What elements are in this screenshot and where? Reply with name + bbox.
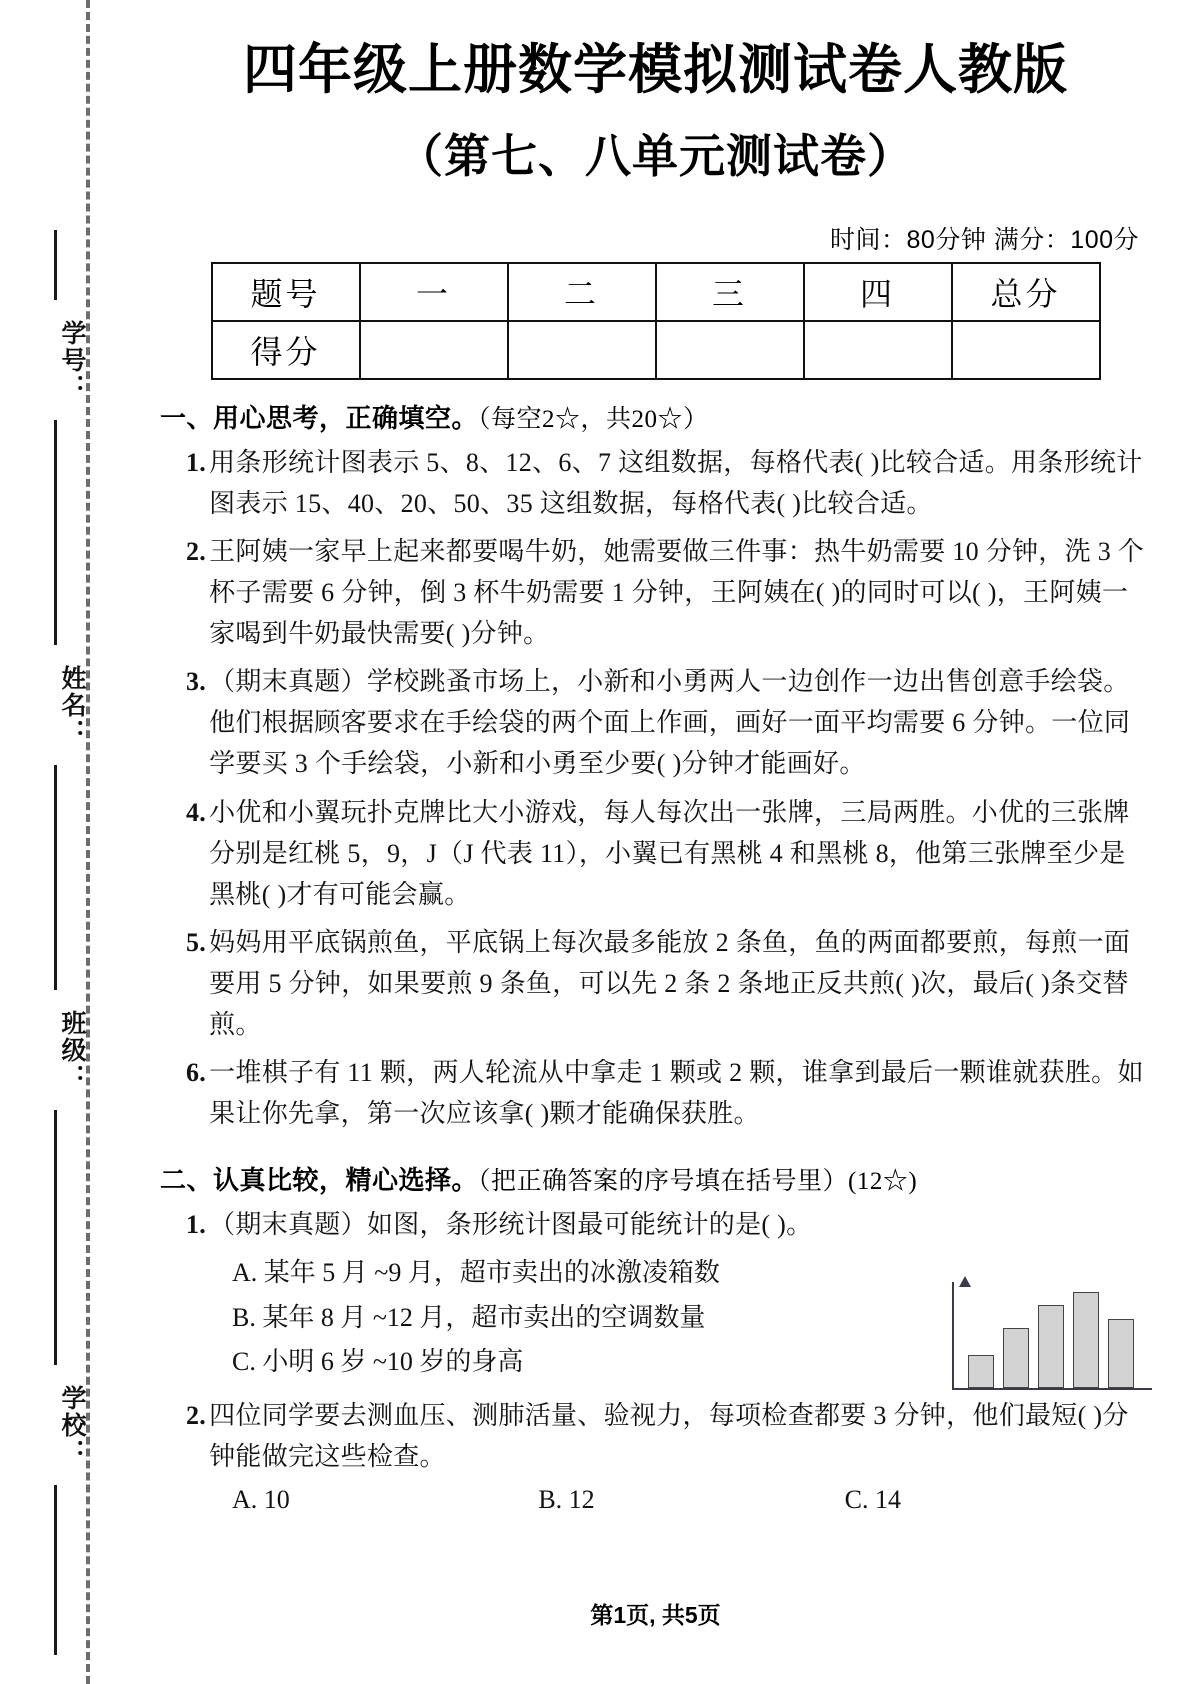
seal-label-school: 学校：: [58, 1384, 86, 1466]
question-number: 2.: [186, 1400, 207, 1430]
score-table-col-4: 总分: [952, 263, 1100, 321]
score-table-col-1: 二: [508, 263, 656, 321]
question-text: 用条形统计图表示 5、8、12、6、7 这组数据，每格代表( )比较合适。用条形统计图表示 15、40、20、50、35 这组数据，每格代表( )比较合适。: [209, 447, 1143, 518]
seal-rule-2: [54, 420, 57, 645]
page-title: 四年级上册数学模拟测试卷人教版: [243, 40, 1068, 100]
option-2-2-c[interactable]: C. 14: [844, 1485, 901, 1515]
question-number: 5.: [186, 927, 207, 957]
chart-bar-2: [1038, 1305, 1064, 1388]
question-number: 3.: [186, 667, 207, 697]
seal-label-student-id: 学号：: [58, 319, 86, 401]
seal-label-name: 姓名：: [58, 664, 86, 746]
score-cell-1[interactable]: [508, 321, 656, 379]
score-table-col-3: 四: [804, 263, 952, 321]
option-2-1-b[interactable]: B. 某年 8 月 ~12 月，超市卖出的空调数量: [232, 1302, 706, 1332]
question-1-2: [186, 531, 1151, 654]
option-2-1-c[interactable]: C. 小明 6 岁 ~10 岁的身高: [232, 1347, 524, 1377]
option-2-2-a[interactable]: A. 10: [232, 1485, 290, 1515]
score-cell-0[interactable]: [360, 321, 508, 379]
question-1-6: [186, 1052, 1151, 1134]
exam-meta: 时间：80分钟 满分：100分: [830, 225, 1139, 254]
table-row-scores: [212, 321, 1100, 379]
question-number: 1.: [186, 1210, 207, 1240]
chart-y-axis: [952, 1282, 954, 1390]
section-heading-2-text: 二、认真比较，精心选择。: [160, 1165, 479, 1196]
score-table: [211, 262, 1101, 380]
seal-rule-1: [54, 230, 57, 300]
chart-bar-0: [968, 1355, 994, 1388]
exam-page: [120, 0, 1191, 1684]
score-table-col-0: 一: [360, 263, 508, 321]
question-number: 6.: [186, 1057, 207, 1087]
seal-rule-4: [54, 1110, 57, 1365]
seal-margin: [0, 0, 120, 1684]
question-text: 小优和小翼玩扑克牌比大小游戏，每人每次出一张牌，三局两胜。小优的三张牌分别是红桃 5，9，J（J 代表 11），小翼已有黑桃 4 和黑桃 8，他第三张牌至少是黑桃( )才有可能会赢。: [209, 797, 1130, 909]
question-1-5: [186, 922, 1151, 1045]
option-row-2-2: [232, 1485, 1151, 1515]
seal-rule-3: [54, 765, 57, 990]
question-text: （期末真题）学校跳蚤市场上，小新和小勇两人一边创作一边出售创意手绘袋。他们根据顾客要求在手绘袋的两个面上作画，画好一面平均需要 6 分钟。一位同学要买 3 个手绘袋，小新和小勇至少要( )分钟才能画好。: [209, 667, 1131, 779]
score-table-row-label-1: 得分: [212, 321, 360, 379]
option-2-2-b[interactable]: B. 12: [538, 1485, 595, 1515]
section-heading-2-note: （把正确答案的序号填在括号里）(12☆): [478, 1168, 918, 1196]
chart-x-axis: [952, 1388, 1152, 1390]
page-footer: 第1页, 共5页: [590, 1602, 721, 1628]
option-2-1-a[interactable]: A. 某年 5 月 ~9 月，超市卖出的冰激凌箱数: [232, 1258, 720, 1288]
chart-bar-3: [1073, 1292, 1099, 1388]
question-1-4: [186, 792, 1151, 915]
bar-chart-figure: [940, 1272, 1155, 1394]
section-heading-1-note: （每空2☆，共20☆）: [478, 405, 709, 433]
score-cell-2[interactable]: [656, 321, 804, 379]
question-2-2: [186, 1395, 1151, 1477]
question-text: 四位同学要去测血压、测肺活量、验视力，每项检查都要 3 分钟，他们最短( )分钟能做完这些检查。: [209, 1400, 1129, 1472]
question-text: 王阿姨一家早上起来都要喝牛奶，她需要做三件事：热牛奶需要 10 分钟，洗 3 个杯子需要 6 分钟，倒 3 杯牛奶需要 1 分钟，王阿姨在( )的同时可以( )，王阿姨一家喝到牛奶最快需要( )分钟。: [209, 537, 1145, 649]
question-number: 2.: [186, 537, 207, 567]
score-table-col-2: 三: [656, 263, 804, 321]
page-subtitle: （第七、八单元测试卷）: [397, 129, 914, 182]
question-text: 一堆棋子有 11 颗，两人轮流从中拿走 1 颗或 2 颗，谁拿到最后一颗谁就获胜。如果让你先拿，第一次应该拿( )颗才能确保获胜。: [209, 1057, 1144, 1129]
section-heading-2: [160, 1160, 1151, 1197]
question-number: 1.: [186, 447, 207, 477]
question-1-1: [186, 442, 1151, 524]
section-heading-1-text: 一、用心思考，正确填空。: [160, 402, 479, 433]
question-1-3: [186, 661, 1151, 784]
score-cell-4[interactable]: [952, 321, 1100, 379]
question-text: 妈妈用平底锅煎鱼，平底锅上每次最多能放 2 条鱼，鱼的两面都要煎，每煎一面要用 5 分钟，如果要煎 9 条鱼，可以先 2 条 2 条地正反共煎( )次，最后( )条交替煎。: [209, 927, 1131, 1039]
seal-rule-5: [54, 1485, 57, 1655]
question-text: （期末真题）如图，条形统计图最可能统计的是( )。: [209, 1210, 813, 1240]
table-row-header: [212, 263, 1100, 321]
question-number: 4.: [186, 797, 207, 827]
seal-label-class: 班级：: [58, 1009, 86, 1091]
chart-bar-4: [1108, 1319, 1134, 1388]
section-heading-1: [160, 398, 1151, 435]
chart-bars: [968, 1276, 1148, 1388]
score-cell-3[interactable]: [804, 321, 952, 379]
chart-bar-1: [1003, 1328, 1029, 1388]
question-2-1: [186, 1204, 1151, 1245]
score-table-row-label-0: 题号: [212, 263, 360, 321]
